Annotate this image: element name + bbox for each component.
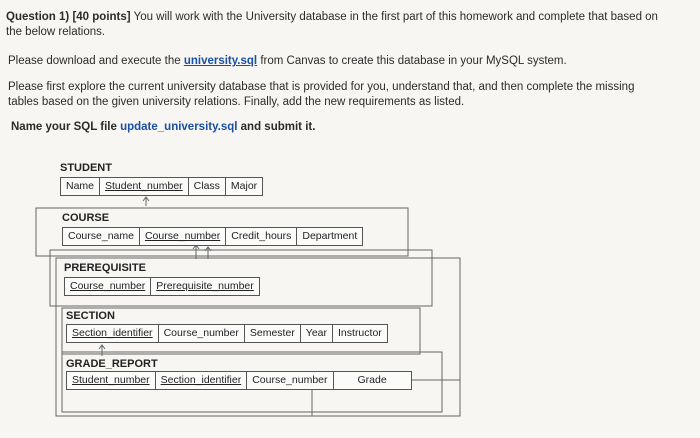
question-lead: Question 1) [40 points] bbox=[6, 11, 131, 23]
section-col-course-number: Course_number bbox=[159, 325, 245, 342]
prerequisite-table-name: PREREQUISITE bbox=[64, 262, 146, 274]
student-col-class: Class bbox=[189, 178, 226, 195]
prerequisite-col-prerequisite-number: Prerequisite_number bbox=[156, 280, 254, 292]
student-relation bbox=[60, 177, 263, 196]
section-table-name: SECTION bbox=[66, 310, 115, 322]
course-col-course-number: Course_number bbox=[140, 228, 226, 245]
university-sql-link[interactable]: university.sql bbox=[183, 55, 258, 67]
download-pre: Please download and execute the bbox=[8, 55, 184, 67]
student-col-major: Major bbox=[230, 180, 258, 192]
grade-report-col-grade: Grade bbox=[357, 374, 387, 386]
course-table-name: COURSE bbox=[62, 212, 110, 224]
section-col-year: Year bbox=[301, 325, 333, 342]
submit-pre: Name your SQL file bbox=[11, 121, 121, 133]
course-col-course-name: Course_name bbox=[63, 228, 140, 245]
section-col-semester: Semester bbox=[245, 325, 301, 342]
prerequisite-relation bbox=[64, 277, 260, 296]
student-table-name: STUDENT bbox=[60, 162, 112, 174]
submit-post: and submit it. bbox=[237, 121, 316, 133]
grade-report-col-course-number: Course_number bbox=[247, 372, 333, 389]
download-post: from Canvas to create this database in your MySQL system. bbox=[257, 55, 567, 67]
submit-file-name: update_university.sql bbox=[120, 121, 238, 133]
course-col-credit-hours: Credit_hours bbox=[226, 228, 297, 245]
question-body: You will work with the University database in the first part of this homework and complete that based on the below relations. bbox=[6, 11, 658, 38]
student-col-student-number: Student_number bbox=[100, 178, 189, 195]
explore-instruction: Please first explore the current university database that is provided for you, understand that, and then complete the missing tables based on the given university relations. Finally, add the new requirements as listed. bbox=[8, 81, 635, 108]
section-col-section-identifier: Section_identifier bbox=[67, 325, 159, 342]
prerequisite-col-course-number: Course_number bbox=[65, 278, 151, 295]
grade-report-table-name: GRADE_REPORT bbox=[66, 358, 158, 370]
section-col-instructor: Instructor bbox=[338, 327, 382, 339]
student-col-name: Name bbox=[61, 178, 100, 195]
grade-report-col-student-number: Student_number bbox=[67, 372, 156, 389]
course-col-department: Department bbox=[302, 230, 358, 242]
section-relation bbox=[66, 324, 388, 343]
course-relation bbox=[62, 227, 363, 246]
grade-report-col-section-identifier: Section_identifier bbox=[156, 372, 248, 389]
grade-report-relation bbox=[66, 371, 412, 390]
